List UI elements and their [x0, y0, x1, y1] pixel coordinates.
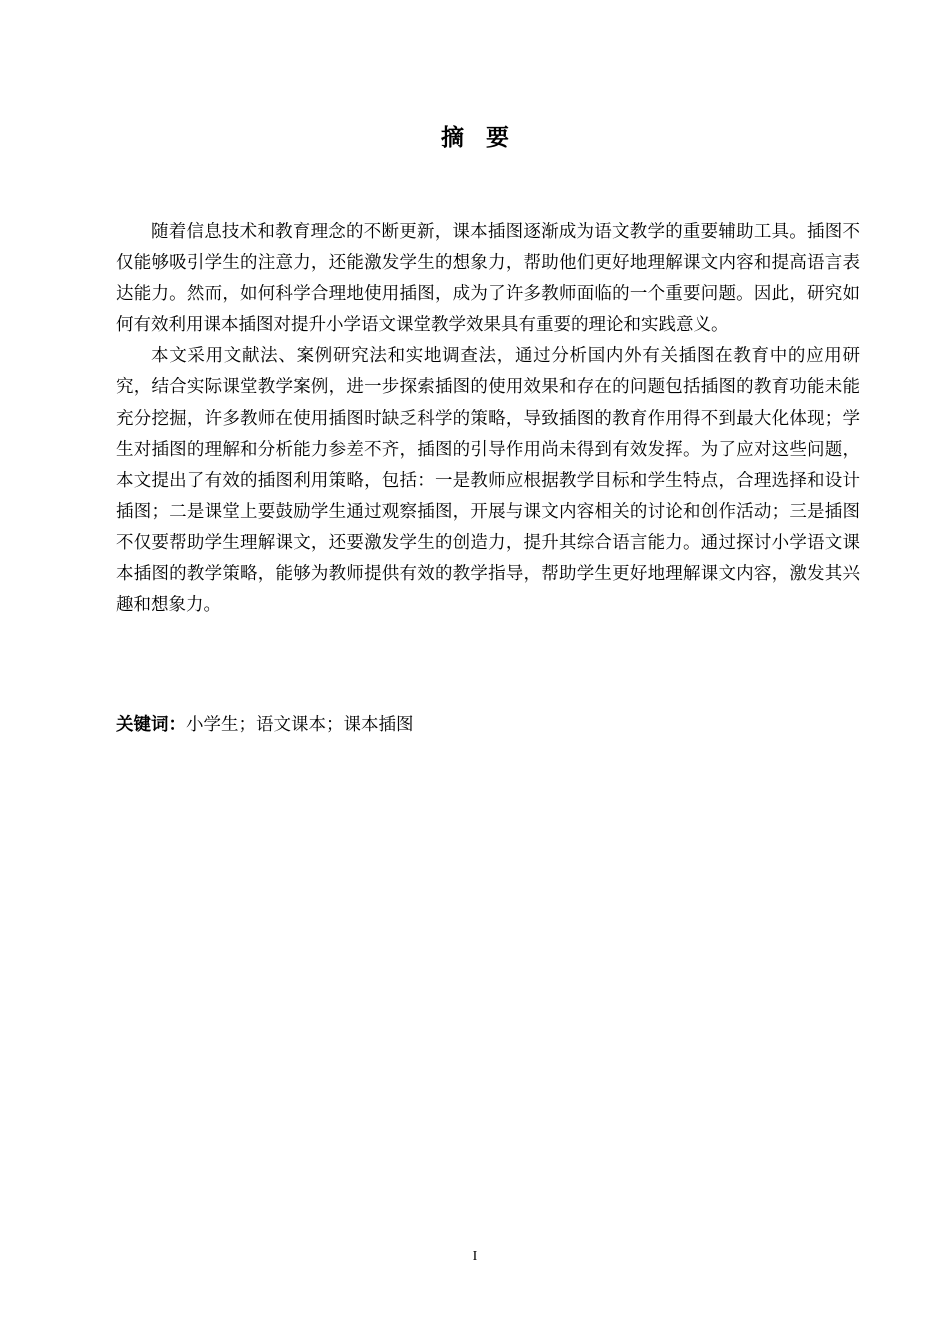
keywords-line [116, 711, 414, 739]
abstract-paragraph-1: 随着信息技术和教育理念的不断更新，课本插图逐渐成为语文教学的重要辅助工具。插图不仅能够吸引学生的注意力，还能激发学生的想象力，帮助他们更好地理解课文内容和提高语言表达能力。然而，如何科学合理地使用插图，成为了许多教师面临的一个重要问题。因此，研究如何有效利用课本插图对提升小学语文课堂教学效果具有重要的理论和实践意义。 [116, 222, 860, 336]
abstract-title [0, 122, 950, 154]
title-char-2: 要 [486, 125, 509, 151]
page-number: I [472, 1249, 478, 1264]
abstract-paragraph-2: 本文采用文献法、案例研究法和实地调查法，通过分析国内外有关插图在教育中的应用研究，结合实际课堂教学案例，进一步探索插图的使用效果和存在的问题包括插图的教育功能未能充分挖掘，许多教师在使用插图时缺乏科学的策略，导致插图的教育作用得不到最大化体现；学生对插图的理解和分析能力参差不齐，插图的引导作用尚未得到有效发挥。为了应对这些问题，本文提出了有效的插图利用策略，包括：一是教师应根据教学目标和学生特点，合理选择和设计插图；二是课堂上要鼓励学生通过观察插图，开展与课文内容相关的讨论和创作活动；三是插图不仅要帮助学生理解课文，还要激发学生的创造力，提升其综合语言能力。通过探讨小学语文课本插图的教学策略，能够为教师提供有效的教学指导，帮助学生更好地理解课文内容，激发其兴趣和想象力。 [116, 346, 860, 616]
abstract-body [116, 217, 860, 621]
title-char-1: 摘 [441, 125, 464, 151]
keywords-label: 关键词： [116, 715, 186, 735]
keywords-value: 小学生；语文课本；课本插图 [186, 715, 414, 735]
